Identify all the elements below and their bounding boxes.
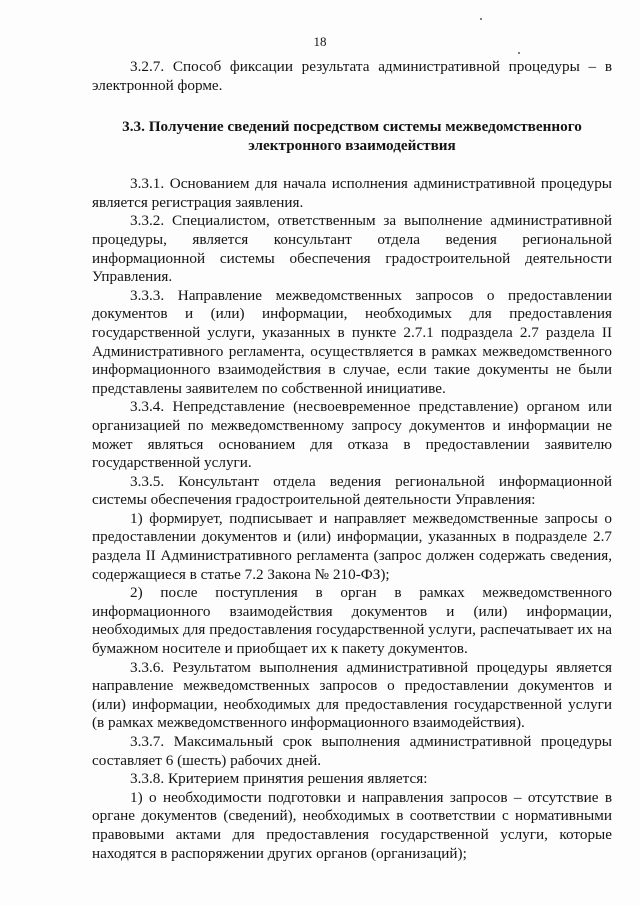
paragraph-3-3-6: 3.3.6. Результатом выполнения административной процедуры является направление межведомственных запросов о предоставлении документов и (или) информации, необходимых для предоставления государственной услуги (в рамках межведомственного информационного взаимодействия). xyxy=(92,658,612,732)
page-number: 18 xyxy=(313,34,327,49)
document-body xyxy=(92,58,612,863)
paragraph-3-3-5-item-1: 1) формирует, подписывает и направляет межведомственные запросы о предоставлении документов и (или) информации, указанных в подразделе 2.7 раздела II Административного регламента (запрос должен содержать сведения, содержащиеся в статье 7.2 Закона № 210-ФЗ); xyxy=(92,509,612,583)
scan-speck xyxy=(480,18,482,20)
paragraph-3-3-8-item-1: 1) о необходимости подготовки и направления запросов – отсутствие в органе документов (сведений), необходимых в соответствии с нормативными правовыми актами для предоставления государственной услуги, которые находятся в распоряжении других органов (организаций); xyxy=(92,788,612,862)
section-heading-line-2: электронного взаимодействия xyxy=(248,137,456,155)
paragraph-3-3-5: 3.3.5. Консультант отдела ведения региональной информационной системы обеспечения градостроительной деятельности Управления: xyxy=(92,472,612,509)
section-heading-line-1: 3.3. Получение сведений посредством системы межведомственного xyxy=(122,118,582,136)
section-heading xyxy=(92,117,612,155)
paragraph-3-3-4: 3.3.4. Непредставление (несвоевременное представление) органом или организацией по межведомственному запросу документов и информации не может являться основанием для отказа в предоставлении заявителю государственной услуги. xyxy=(92,398,612,472)
paragraph-3-2-7: 3.2.7. Способ фиксации результата административной процедуры – в электронной форме. xyxy=(92,58,612,94)
paragraph-3-3-5-item-2: 2) после поступления в орган в рамках межведомственного информационного взаимодействия документов и (или) информации, необходимых для предоставления государственной услуги, распечатывает их на бумажном носителе и приобщает их к пакету документов. xyxy=(92,584,612,658)
paragraph-3-3-1: 3.3.1. Основанием для начала исполнения административной процедуры является регистрация заявления. xyxy=(92,175,612,211)
scan-speck xyxy=(518,52,520,54)
paragraph-3-3-8: 3.3.8. Критерием принятия решения является: xyxy=(130,770,428,788)
paragraph-3-3-3: 3.3.3. Направление межведомственных запросов о предоставлении документов и (или) информации, необходимых для предоставления государственной услуги, указанных в пункте 2.7.1 подраздела 2.7 раздела II Административного регламента, осуществляется в рамках межведомственного информационного взаимодействия в случае, если такие документы не были представлены заявителем по собственной инициативе. xyxy=(92,286,612,397)
paragraph-3-3-7: 3.3.7. Максимальный срок выполнения административной процедуры составляет 6 (шесть) рабочих дней. xyxy=(92,733,612,769)
paragraph-3-3-2: 3.3.2. Специалистом, ответственным за выполнение административной процедуры, является консультант отдела ведения региональной информационной системы обеспечения градостроительной деятельности Управления. xyxy=(92,212,612,286)
